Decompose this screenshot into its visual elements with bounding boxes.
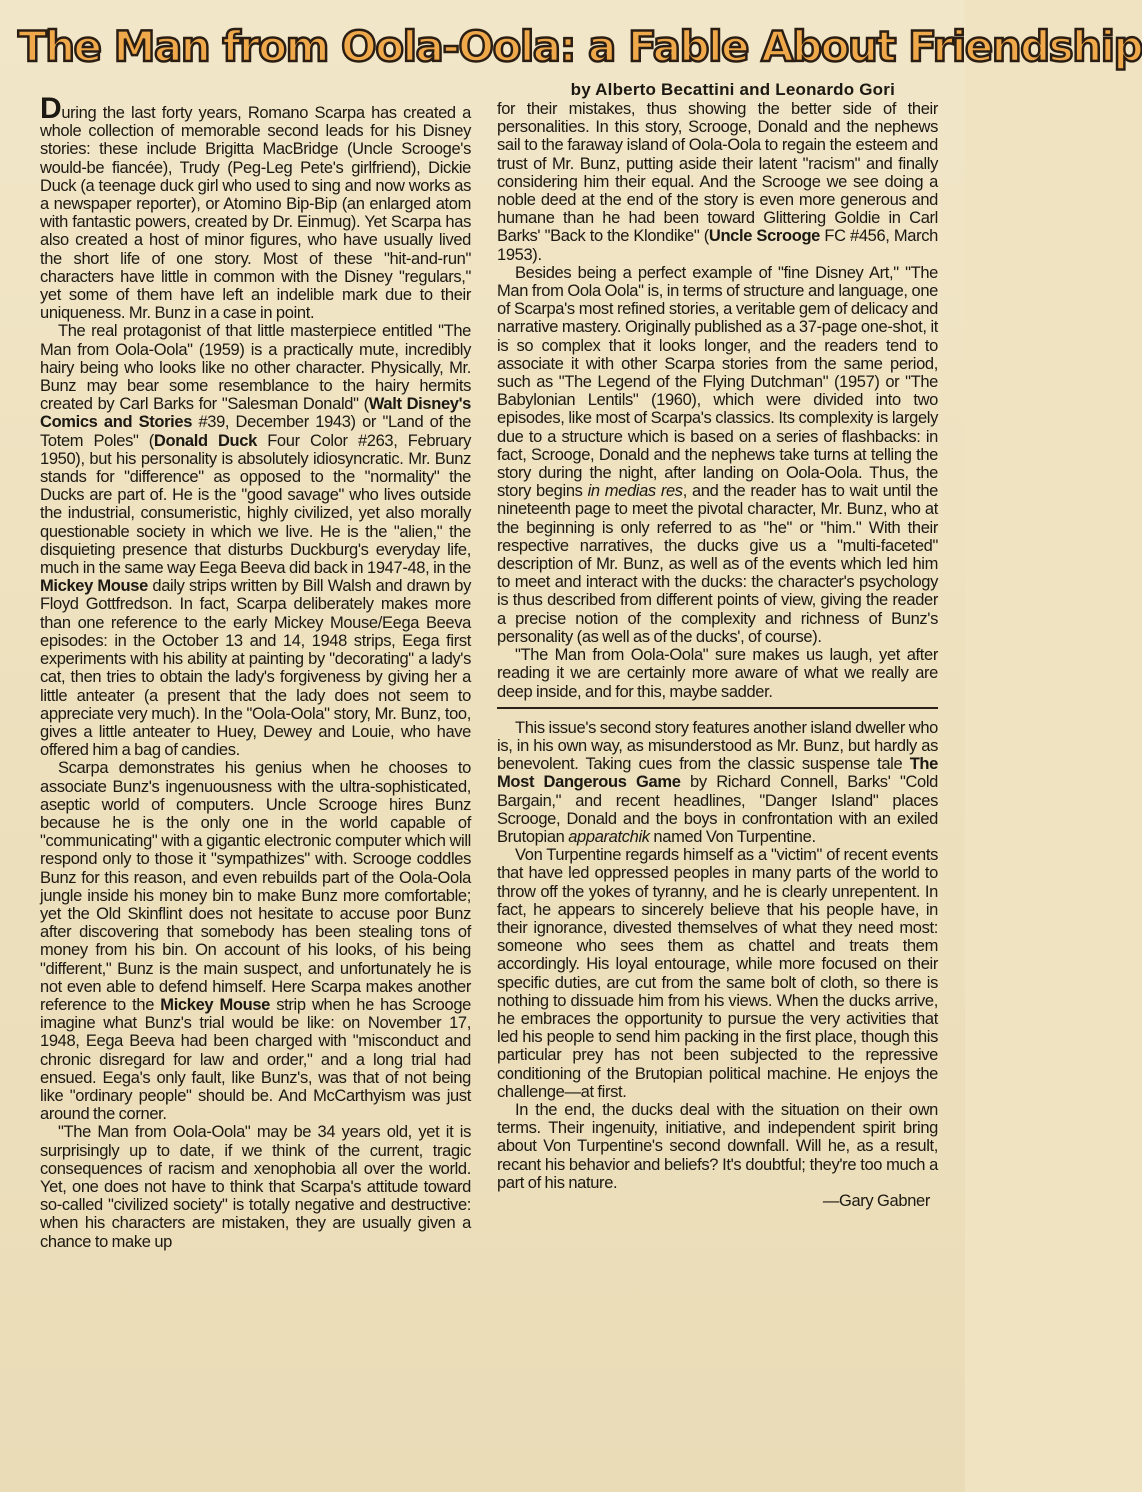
paragraph: "The Man from Oola-Oola" sure makes us laugh, yet after reading it we are certainly more aware of what we really are deep inside, and for this, maybe sadder. [497,646,938,701]
paragraph: "The Man from Oola-Oola" may be 34 years old, yet it is surprisingly up to date, if we think of the current, tragic consequences of racism and xenophobia all over the world. Yet, one does not have to think that Scarpa's attitude toward so-called "civilized society" is totally negative and destructive: when his characters are mistaken, they are usually given a chance to make up [40,1123,471,1251]
paragraph: The real protagonist of that little masterpiece entitled "The Man from Oola-Oola" (1959) is a practically mute, incredibly hairy being who looks like no other character. Physically, Mr. Bunz may bear some resemblance to the hairy hermits created by Carl Barks for "Salesman Donald" (Walt Disney's Comics and Stories #39, December 1943) or "Land of the Totem Poles" (Donald Duck Four Color #263, February 1950), but his personality is absolutely idiosyncratic. Mr. Bunz stands for "difference" as opposed to the "normality" the Ducks are part of. He is the "good savage" who lives outside the industrial, consumeristic, highly civilized, yet also morally questionable society in which we live. He is the "alien," the disquieting presence that disturbs Duckburg's everyday life, much in the same way Eega Beeva did back in 1947-48, in the Mickey Mouse daily strips written by Bill Walsh and drawn by Floyd Gottfredson. In fact, Scarpa deliberately makes more than one reference to the early Mickey Mouse/Eega Beeva episodes: in the October 13 and 14, 1948 strips, Eega first experiments with his ability at painting by "decorating" a lady's cat, then tries to obtain the lady's forgiveness by giving her a little anteater (a present that the lady does not seem to appreciate very much). In the "Oola-Oola" story, Mr. Bunz, too, gives a little anteater to Huey, Dewey and Louie, who have offered him a bag of candies. [40,322,471,760]
paragraph: Besides being a perfect example of "fine Disney Art," "The Man from Oola Oola" is, in terms of structure and language, one of Scarpa's most refined stories, a veritable gem of delicacy and narrative mastery. Originally published as a 37-page one-shot, it is so complex that it looks longer, and the readers tend to associate it with other Scarpa stories from the same period, such as "The Legend of the Flying Dutchman" (1957) or "The Babylonian Lentils" (1960), which were divided into two episodes, like most of Scarpa's classics. Its complexity is largely due to a structure which is based on a series of flashbacks: in fact, Scrooge, Donald and the nephews take turns at telling the story during the night, after landing on Oola-Oola. Thus, the story begins in medias res, and the reader has to wait until the nineteenth page to meet the pivotal character, Mr. Bunz, who at the beginning is only referred to as "he" or "him." With their respective narratives, the ducks give us a "multi-faceted" description of Mr. Bunz, as well as of the events which led him to meet and interact with the ducks: the character's psychology is thus described from different points of view, giving the reader a precise notion of the complexity and richness of Bunz's personality (as well as of the ducks', of course). [497,263,938,646]
paragraph: During the last forty years, Romano Scarpa has created a whole collection of memorable second leads for his Disney stories: these include Brigitta MacBridge (Uncle Scrooge's would-be fiancée), Trudy (Peg-Leg Pete's girlfriend), Dickie Duck (a teenage duck girl who used to sing and now works as a newspaper reporter), or Atomino Bip-Bip (an enlarged atom with fantastic powers, created by Dr. Einmug). Yet Scarpa has also created a host of minor figures, who have usually lived the short life of one story. Most of these "hit-and-run" characters have little in common with the Disney "regulars," yet some of them have left an indelible mark due to their uniqueness. Mr. Bunz in a case in point. [40,92,471,323]
left-column [40,92,471,1475]
right-column [497,100,938,1475]
paragraph: Scarpa demonstrates his genius when he chooses to associate Bunz's ingenuousness with the ultra-sophisticated, aseptic world of computers. Uncle Scrooge hires Bunz because he is the only one in the world capable of "communicating" with a gigantic electronic computer which will respond only to those it "sympathizes" with. Scrooge coddles Bunz for this reason, and even rebuilds part of the Oola-Oola jungle inside his money bin to make Bunz more comfortable; yet the Old Skinflint does not hesitate to accuse poor Bunz after discovering that somebody has been stealing tons of money from his bin. On account of his looks, of his being "different," Bunz is the main suspect, and unfortunately he is not even able to defend himself. Here Scarpa makes another reference to the Mickey Mouse strip when he has Scrooge imagine what Bunz's trial would be like: on November 17, 1948, Eega Beeva had been charged with "misconduct and chronic disregard for law and order," and a long trial had ensued. Eega's only fault, like Bunz's, was that of not being like "ordinary people" should be. And McCarthyism was just around the corner. [40,759,471,1124]
drop-cap: D [40,92,62,125]
paragraph: Von Turpentine regards himself as a "victim" of recent events that have led oppressed peoples in many parts of the world to throw off the yokes of tyranny, and he is clearly unrepentent. In fact, he appears to sincerely believe that his people have, in their ignorance, divested themselves of what they need most: someone who sees them as chattel and treats them accordingly. His loyal entourage, while more focused on their specific duties, are cut from the same bolt of cloth, so there is nothing to dissuade him from his views. When the ducks arrive, he embraces the opportunity to pursue the very activities that led his people to send him packing in the first place, though this particular prey has not been subjected to the repressive conditioning of the Brutopian political machine. He enjoys the challenge—at first. [497,846,938,1101]
author-credit: —Gary Gabner [822,1191,930,1210]
article-title: The Man from Oola-Oola: a Fable About Friendship [18,22,1142,71]
paragraph: This issue's second story features another island dweller who is, in his own way, as misunderstood as Mr. Bunz, but hardly as benevolent. Taking cues from the classic suspense tale The Most Dangerous Game by Richard Connell, Barks' "Cold Bargain," and recent headlines, "Danger Island" places Scrooge, Donald and the boys in confrontation with an exiled Brutopian apparatchik named Von Turpentine. [497,718,939,846]
section-divider [497,707,938,709]
byline: by Alberto Becattini and Leonardo Gori [570,80,895,99]
paragraph: for their mistakes, thus showing the better side of their personalities. In this story, Scrooge, Donald and the nephews sail to the faraway island of Oola-Oola to regain the esteem and trust of Mr. Bunz, putting aside their latent "racism" and finally considering him their equal. And the Scrooge we see doing a noble deed at the end of the story is even more generous and humane than he had been toward Glittering Goldie in Carl Barks' "Back to the Klondike" (Uncle Scrooge FC #456, March 1953). [497,100,938,264]
paragraph: In the end, the ducks deal with the situation on their own terms. Their ingenuity, initiative, and independent spirit bring about Von Turpentine's second downfall. Will he, as a result, recant his behavior and beliefs? It's doubtful; they're too much a part of his nature. [497,1100,938,1192]
